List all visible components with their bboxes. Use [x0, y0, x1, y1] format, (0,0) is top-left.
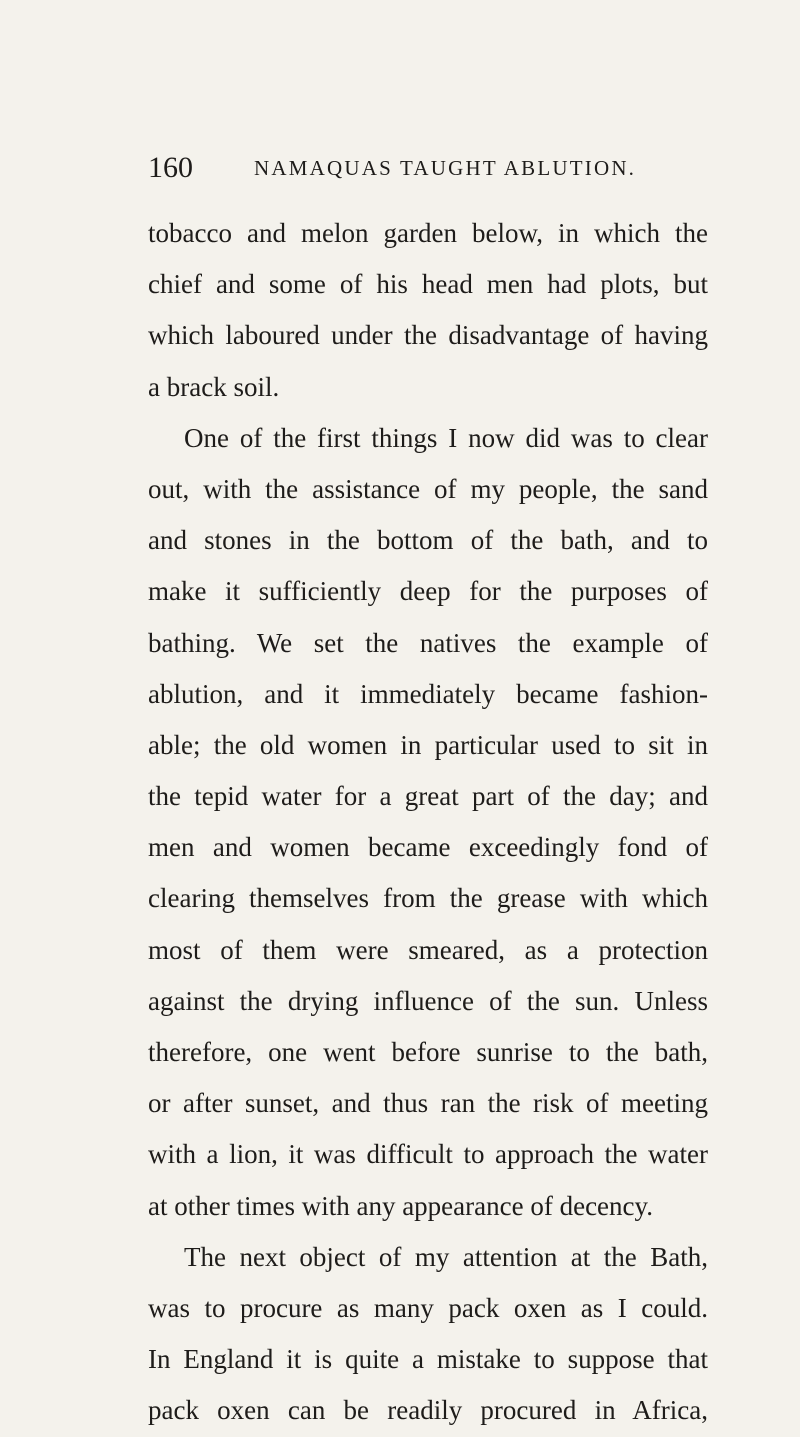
page-number: 160 — [148, 151, 193, 184]
text-line: against the drying influence of the sun. Unless — [148, 985, 708, 1016]
text-line: In England it is quite a mistake to suppose that — [148, 1344, 708, 1375]
text-line: The next object of my attention at the Bath, — [184, 1241, 708, 1272]
text-line: bathing. We set the natives the example of — [148, 627, 708, 658]
text-line: and stones in the bottom of the bath, and to — [148, 525, 708, 556]
text-line: which laboured under the disadvantage of having — [148, 320, 708, 351]
running-head — [148, 148, 708, 188]
text-line: men and women became exceedingly fond of — [148, 832, 708, 863]
text-line: out, with the assistance of my people, the sand — [148, 473, 708, 504]
text-line: tobacco and melon garden below, in which the — [148, 218, 708, 248]
body-text — [148, 208, 708, 1437]
text-line: at other times with any appearance of decency. — [148, 1190, 654, 1221]
running-head-title: NAMAQUAS TAUGHT ABLUTION. — [254, 156, 637, 180]
text-line: chief and some of his head men had plots, but — [148, 269, 708, 300]
text-line: make it sufficiently deep for the purposes of — [148, 576, 708, 607]
text-line: a brack soil. — [148, 371, 280, 402]
text-line: therefore, one went before sunrise to the bath, — [148, 1037, 708, 1067]
text-line: was to procure as many pack oxen as I could. — [148, 1292, 708, 1323]
text-line: ablution, and it immediately became fashion- — [148, 678, 708, 709]
text-line: pack oxen can be readily procured in Africa, — [148, 1395, 708, 1426]
text-line: One of the first things I now did was to clear — [184, 422, 708, 453]
text-line: clearing themselves from the grease with which — [148, 883, 708, 914]
text-line: the tepid water for a great part of the day; and — [148, 781, 708, 812]
text-line: or after sunset, and thus ran the risk of meeting — [148, 1088, 708, 1119]
text-line: able; the old women in particular used to sit in — [148, 729, 708, 760]
text-line: most of them were smeared, as a protection — [148, 934, 708, 965]
text-line: with a lion, it was difficult to approach the water — [148, 1139, 708, 1170]
